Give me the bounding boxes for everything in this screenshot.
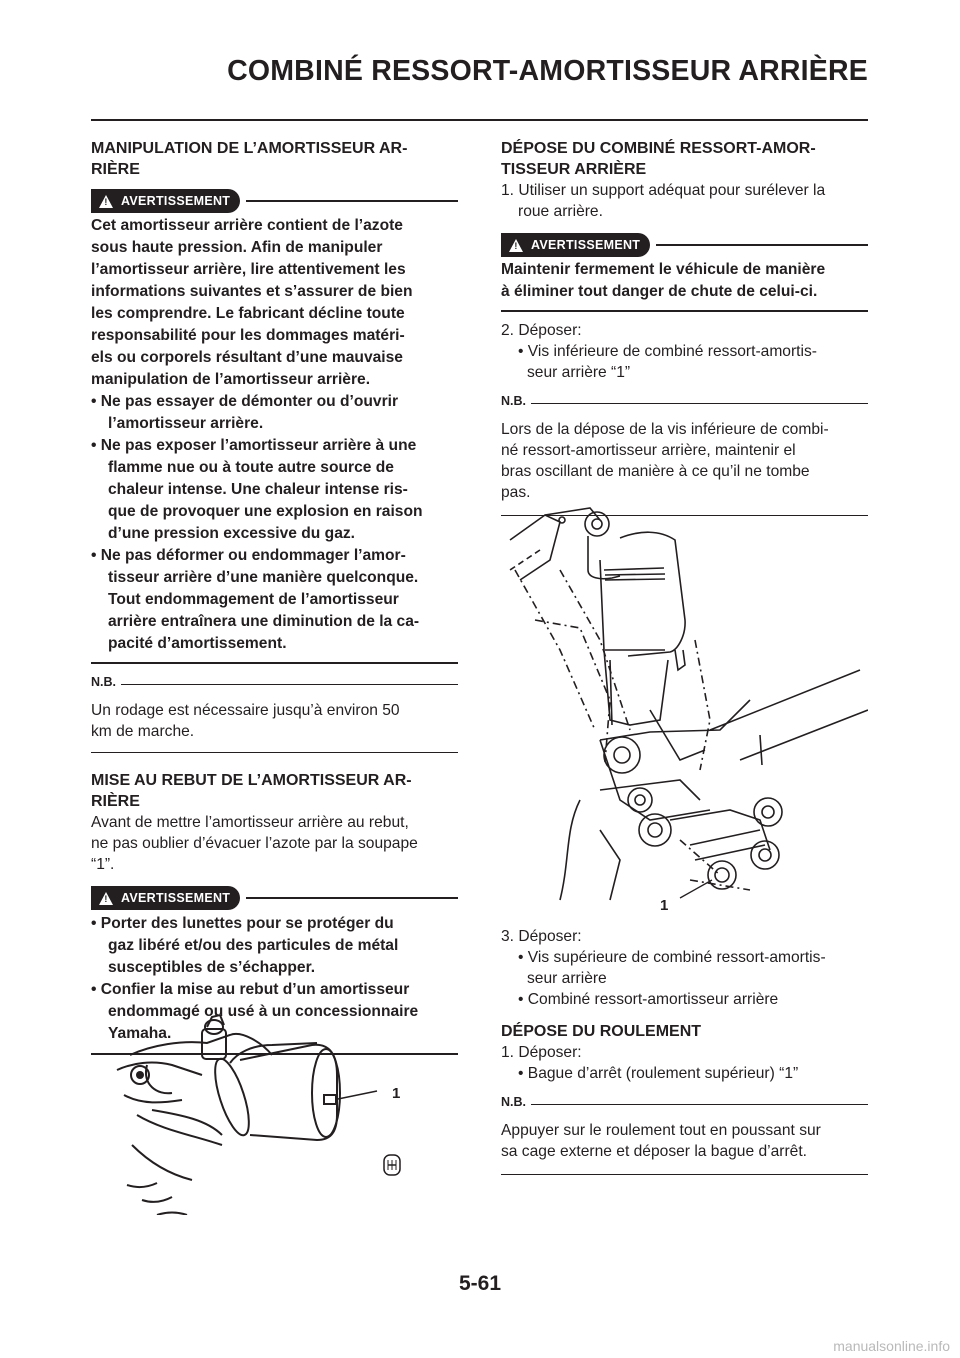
rear-suspension-figure <box>500 500 868 920</box>
warning-text: • Porter des lunettes pour se protéger du gaz libéré et/ou des particules de métal susceptibles de s’échapper. • Confier la mise au rebut d’un amortisseur endommagé ou usé à un concessionnaire Yamaha. <box>91 913 458 1045</box>
step-1: 1. Utiliser un support adéquat pour surélever la <box>501 182 826 199</box>
warning-bullet: • Porter des lunettes pour se protéger du <box>91 915 394 932</box>
warning-header <box>91 189 458 213</box>
step-item: • Vis inférieure de combiné ressort-amortis- <box>518 343 817 360</box>
title-rule <box>91 119 868 121</box>
left-column <box>91 138 458 1055</box>
warning-bullet: • Ne pas essayer de démonter ou d’ouvrir <box>91 393 399 410</box>
section-heading-rebut: MISE AU REBUT DE L’AMORTISSEUR AR- RIÈRE <box>91 772 412 810</box>
note-text: Appuyer sur le roulement tout en poussant sur sa cage externe et déposer la bague d’arrêt. <box>501 1122 821 1160</box>
note-header: N.B. <box>91 673 458 691</box>
step-3: 3. Déposer: <box>501 928 582 945</box>
warning-badge: ! AVERTISSEMENT <box>501 233 650 257</box>
callout-line <box>680 880 712 898</box>
section-heading-roulement: DÉPOSE DU ROULEMENT <box>501 1023 702 1040</box>
warning-badge: ! AVERTISSEMENT <box>91 886 240 910</box>
right-column: DÉPOSE DU COMBINÉ RESSORT-AMOR- TISSEUR ARRIÈRE 1. Utiliser un support adéquat pour surélever la roue arrière. ! AVERTISSEMENT Maintenir fermement le véhicule de manière à éliminer tout danger de chute de celui-ci. 2. Déposer: • Vis inférieure de combiné ressort-amortis- seur arrière “1” N.B. Lors de la dépose de la vis inférieure de combi- né ressort-amortisseur arrière, maintenir el bras oscillant de manière à ce qu’il ne tombe pas. <box>501 138 868 516</box>
figure-callout-1: 1 <box>392 1085 401 1102</box>
warning-bullet: • Ne pas exposer l’amortisseur arrière à une <box>91 437 417 454</box>
footer-watermark[interactable]: manualsonline.info <box>833 1338 950 1354</box>
warning-badge: ! AVERTISSEMENT <box>91 189 240 213</box>
section-heading-manipulation: MANIPULATION DE L’AMORTISSEUR AR- RIÈRE <box>91 140 408 178</box>
warning-header <box>501 233 868 257</box>
figure-callout-1: 1 <box>660 897 669 914</box>
step-item: • Bague d’arrêt (roulement supérieur) “1” <box>518 1065 799 1082</box>
section-heading-depose-combine: DÉPOSE DU COMBINÉ RESSORT-AMOR- TISSEUR ARRIÈRE <box>501 140 816 178</box>
page-number: 5-61 <box>458 1272 502 1295</box>
warning-header <box>91 886 458 910</box>
warning-text: Maintenir fermement le véhicule de manière à éliminer tout danger de chute de celui-ci. <box>501 261 826 300</box>
page-title: COMBINÉ RESSORT-AMORTISSEUR ARRIÈRE <box>227 55 868 87</box>
step-2: 2. Déposer: <box>501 322 582 339</box>
warning-bullet: • Confier la mise au rebut d’un amortisseur <box>91 981 410 998</box>
note-header: N.B. <box>501 1093 868 1111</box>
warning-text: Cet amortisseur arrière contient de l’azote sous haute pression. Afin de manipuler l’amortisseur arrière, lire attentivement les informations suivantes et s’assurer de bien les comprendre. Le fabricant décline toute responsabilité pour les dommages matéri- els ou corporels résultant d’une mauvaise manipulation de l’amortisseur arrière. • Ne pas essayer de démonter ou d’ouvrir l’amortisseur arrière. • Ne pas exposer l’amortisseur arrière à une flamme nue ou à toute autre source de chaleur intense. Une chaleur intense ris- que de provoquer une explosion en raison d’une pression excessive du gaz. • Ne pas déformer ou endommager l’amor- tisseur arrière d’une manière quelconque. Tout endommagement de l’amortisseur arrière entraînera une diminution de la ca- pacité d’amortissement. <box>91 215 458 655</box>
grease-icon <box>384 1155 400 1175</box>
section-text-rebut: Avant de mettre l’amortisseur arrière au rebut, ne pas oublier d’évacuer l’azote par la soupape “1”. <box>91 814 418 873</box>
shock-absorber-valve-figure <box>112 1015 412 1215</box>
step-1: 1. Déposer: <box>501 1044 582 1061</box>
step-item: • Vis supérieure de combiné ressort-amortis- <box>518 949 826 966</box>
step-item: • Combiné ressort-amortisseur arrière <box>518 991 779 1008</box>
note-text: Un rodage est nécessaire jusqu’à environ 50 km de marche. <box>91 702 400 740</box>
callout-line <box>338 1091 377 1099</box>
note-text: Lors de la dépose de la vis inférieure de combi- né ressort-amortisseur arrière, maintenir el bras oscillant de manière à ce qu’il ne tombe pas. <box>501 421 829 501</box>
right-column-lower: 3. Déposer: • Vis supérieure de combiné ressort-amortis- seur arrière • Combiné ressort-amortisseur arrière DÉPOSE DU ROULEMENT 1. Déposer: • Bague d’arrêt (roulement supérieur) “1” N.B. Appuyer sur le roulement tout en poussant sur sa cage externe et déposer la bague d’arrêt. <box>501 926 868 1175</box>
warning-bullet: • Ne pas déformer ou endommager l’amor- <box>91 547 406 564</box>
warning-triangle-icon: ! <box>99 195 113 208</box>
note-header: N.B. <box>501 392 868 410</box>
warning-triangle-icon: ! <box>99 892 113 905</box>
warning-triangle-icon: ! <box>509 239 523 252</box>
